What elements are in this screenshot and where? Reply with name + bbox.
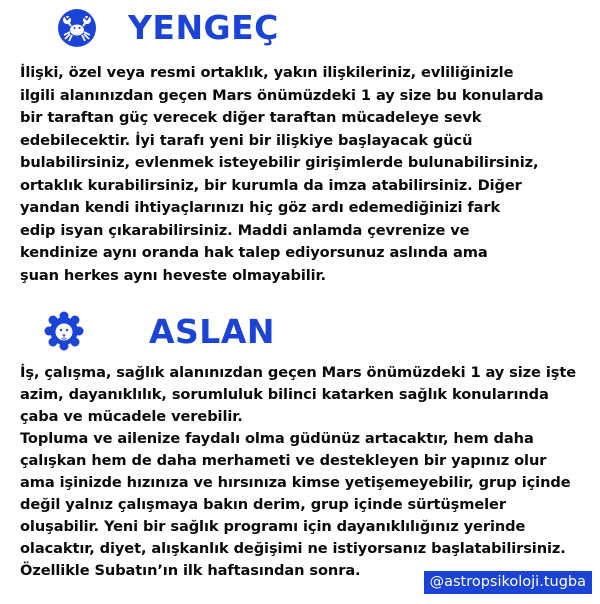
- leo-title: ASLAN: [149, 312, 275, 351]
- cancer-title: YENGEÇ: [128, 8, 279, 47]
- cancer-header: [0, 6, 600, 50]
- text-line: bir taraftan güç verecek diğer taraftan mücadeleye sevk: [20, 109, 482, 126]
- text-line: olacaktır, diyet, alışkanlık değişimi ne istiyorsanız başlatabilirsiniz.: [20, 540, 566, 557]
- text-line: Topluma ve ailenize faydalı olma güdünüz artacaktır, hem daha: [20, 430, 534, 447]
- text-line: edebilecektir. İyi tarafı yeni bir ilişkiye başlayacak gücü: [20, 131, 473, 149]
- text-line: ama işinizde hızınıza ve hırsınıza kimse yetişemeyebilir, grup içinde: [20, 474, 571, 491]
- text-line: ilgili alanınızdan geçen Mars önümüzdeki 1 ay size bu konularda: [20, 86, 544, 104]
- text-line: yandan kendi ihtiyaçlarınızı hiç göz ardı edemediğinizi fark: [20, 199, 501, 216]
- lion-icon: [44, 311, 84, 351]
- text-line: ortaklık kurabilirsiniz, bir kurumla da imza atabilirsiniz. Diğer: [20, 176, 522, 194]
- text-line: edip isyan çıkarabilirsiniz. Maddi anlamda çevrenize ve: [20, 221, 470, 239]
- leo-header: [0, 310, 600, 354]
- text-line: İlişki, özel veya resmi ortaklık, yakın ilişkileriniz, evliliğinizle: [20, 64, 514, 81]
- cancer-text: [20, 62, 592, 287]
- text-line: çalışkan hem de daha merhameti ve destekleyen bir yapınız olur: [20, 452, 547, 469]
- text-line: azim, dayanıklılık, sorumluluk bilinci katarken sağlık konularında: [20, 386, 549, 403]
- text-line: değil yalnız çalışmaya bakın derim, grup içinde sürtüşmeler: [20, 496, 506, 513]
- text-line: şuan herkes aynı heveste olmayabilir.: [20, 266, 326, 284]
- text-line: kendinize aynı oranda hak talep ediyorsunuz aslında ama: [20, 244, 488, 261]
- watermark-badge: @astropsikoloji.tugba: [424, 571, 592, 594]
- text-line: Özellikle Subatın’ın ilk haftasından sonra.: [20, 562, 361, 579]
- crab-icon: [57, 8, 97, 48]
- text-line: bulabilirsiniz, evlenmek isteyebilir girişimlerde bulunabilirsiniz,: [20, 154, 539, 171]
- text-line: İş, çalışma, sağlık alanınızdan geçen Mars önümüzdeki 1 ay size işte: [20, 364, 577, 381]
- text-line: çaba ve mücadele verebilir.: [20, 408, 243, 425]
- text-line: oluşabilir. Yeni bir sağlık programı için dayanıklılığınız yerinde: [20, 518, 526, 535]
- leo-text: [20, 362, 592, 582]
